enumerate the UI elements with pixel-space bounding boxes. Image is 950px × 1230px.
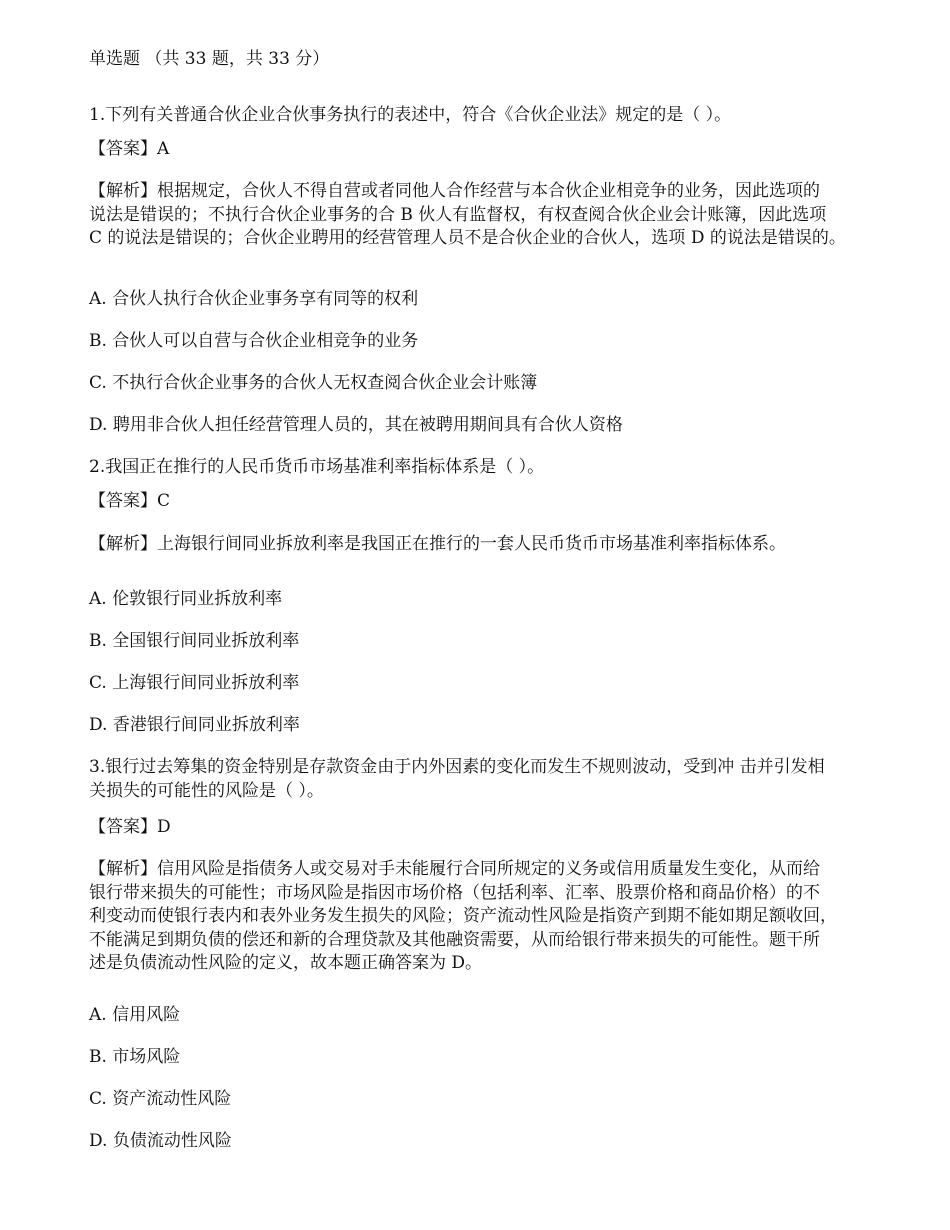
option-a: A. 信用风险 bbox=[89, 1005, 181, 1025]
option-a: A. 伦敦银行同业拆放利率 bbox=[89, 589, 283, 609]
question-stem-line: 关损失的可能性的风险是（ ）。 bbox=[89, 780, 324, 801]
analysis-line: 说法是错误的；不执行合伙企业事务的合 B 伙人有监督权，有权查阅合伙企业会计账簿，因此选项 bbox=[89, 204, 827, 225]
option-c: C. 资产流动性风险 bbox=[89, 1089, 232, 1109]
option-b: B. 全国银行间同业拆放利率 bbox=[89, 631, 300, 651]
option-d: D. 香港银行间同业拆放利率 bbox=[89, 715, 300, 735]
question-stem: 1.下列有关普通合伙企业合伙事务执行的表述中，符合《合伙企业法》规定的是（ ）。 bbox=[89, 105, 732, 125]
analysis-line: 【解析】信用风险是指债务人或交易对手未能履行合同所规定的义务或信用质量发生变化，从而给 bbox=[89, 859, 820, 879]
analysis-line: 【解析】上海银行间同业拆放利率是我国正在推行的一套人民币货币市场基准利率指标体系。 bbox=[89, 534, 786, 554]
option-a: A. 合伙人执行合伙企业事务享有同等的权利 bbox=[89, 289, 419, 309]
option-d: D. 负债流动性风险 bbox=[89, 1131, 232, 1151]
section-title: 单选题 （共 33 题，共 33 分） bbox=[89, 49, 330, 69]
option-b: B. 市场风险 bbox=[89, 1047, 181, 1067]
analysis-line: 银行带来损失的可能性；市场风险是指因市场价格（包括利率、汇率、股票价格和商品价格）的不 bbox=[89, 882, 820, 903]
analysis-text bbox=[89, 180, 909, 251]
option-c: C. 不执行合伙企业事务的合伙人无权查阅合伙企业会计账簿 bbox=[89, 373, 538, 393]
option-c: C. 上海银行间同业拆放利率 bbox=[89, 673, 300, 693]
analysis-line: 不能满足到期负债的偿还和新的合理贷款及其他融资需要，从而给银行带来损失的可能性。题干所 bbox=[89, 929, 820, 950]
analysis-text bbox=[89, 858, 909, 976]
answer-label: 【答案】A bbox=[89, 139, 170, 159]
analysis-line: C 的说法是错误的；合伙企业聘用的经营管理人员不是合伙企业的合伙人，选项 D 的说法是错误的。 bbox=[89, 228, 846, 248]
analysis-line: 【解析】根据规定，合伙人不得自营或者同他人合作经营与本合伙企业相竞争的业务，因此选项的 bbox=[89, 181, 820, 201]
question-stem-line: 3.银行过去筹集的资金特别是存款资金由于内外因素的变化而发生不规则波动，受到冲 击并引发相 bbox=[89, 757, 825, 777]
answer-label: 【答案】D bbox=[89, 817, 171, 837]
question-stem: 2.我国正在推行的人民币货币市场基准利率指标体系是（ ）。 bbox=[89, 457, 545, 477]
analysis-line: 利变动而使银行表内和表外业务发生损失的风险；资产流动性风险是指资产到期不能如期足额收回， bbox=[89, 906, 837, 926]
analysis-line: 述是负债流动性风险的定义，故本题正确答案为 D。 bbox=[89, 953, 483, 973]
analysis-text bbox=[89, 533, 909, 557]
question-stem bbox=[89, 756, 909, 803]
option-d: D. 聘用非合伙人担任经营管理人员的，其在被聘用期间具有合伙人资格 bbox=[89, 415, 623, 435]
option-b: B. 合伙人可以自营与合伙企业相竞争的业务 bbox=[89, 331, 419, 351]
answer-label: 【答案】C bbox=[89, 491, 171, 511]
